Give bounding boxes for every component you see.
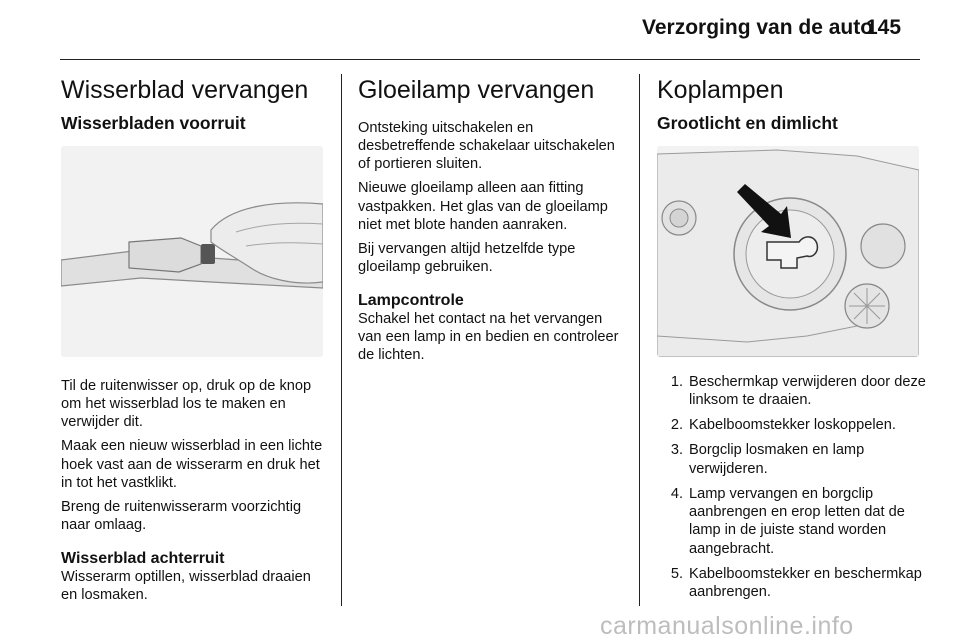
step-number: 3. — [670, 442, 683, 459]
step-text: Kabelboomstekker en beschermkap aanbrengen. — [689, 565, 922, 601]
paragraph: Schakel het contact na het vervangen van een lamp in en bedien en controleer de lichten. — [358, 310, 619, 364]
list-item — [657, 373, 927, 409]
list-item — [657, 441, 927, 477]
paragraph: Maak een nieuw wisserblad in een lichte hoek vast aan de wisserarm en druk het in tot het vastklikt. — [61, 438, 323, 491]
column-bulb — [358, 76, 623, 371]
paragraph: Ontsteking uitschakelen en desbetreffende schakelaar uitschakelen of portieren sluiten. — [358, 119, 615, 173]
step-text: Borgclip losmaken en lamp verwijderen. — [689, 442, 865, 477]
headlamp-rear-illustration — [657, 146, 919, 357]
running-header-title: Verzorging van de auto — [642, 16, 874, 39]
column-wiper — [61, 76, 326, 610]
list-item — [657, 416, 927, 434]
headlamp-figure — [657, 146, 919, 357]
step-number: 2. — [670, 417, 683, 434]
instruction-steps — [657, 373, 927, 602]
paragraph: Til de ruitenwisser op, druk op de knop om het wisserblad los te maken en verwijder dit. — [61, 377, 312, 431]
paragraph: Breng de ruitenwisserarm voorzichtig naar omlaag. — [61, 499, 302, 534]
paragraph: Nieuwe gloeilamp alleen aan fitting vastpakken. Het glas van de gloeilamp niet met blote handen aanraken. — [358, 180, 608, 233]
page-number: 145 — [866, 16, 902, 39]
step-text: Beschermkap verwijderen door deze linksom te draaien. — [689, 373, 926, 408]
paragraph: Wisserarm optillen, wisserblad draaien en losmaken. — [61, 568, 311, 604]
watermark: carmanualsonline.info — [600, 612, 854, 640]
column-divider — [639, 74, 640, 606]
subsection-heading: Grootlicht en dimlicht — [657, 112, 838, 133]
header-rule — [60, 59, 920, 60]
step-text: Kabelboomstekker loskoppelen. — [689, 417, 896, 434]
step-number: 5. — [670, 565, 683, 582]
subsection-heading: Wisserbladen voorruit — [61, 112, 246, 133]
list-item — [657, 485, 927, 558]
list-item — [657, 565, 927, 601]
column-headlamps — [657, 76, 927, 608]
section-heading: Gloeilamp vervangen — [358, 76, 595, 104]
subsection-heading: Wisserblad achterruit — [61, 549, 225, 567]
paragraph: Bij vervangen altijd hetzelfde type gloeilamp gebruiken. — [358, 241, 576, 276]
subsection-heading: Lampcontrole — [358, 291, 464, 309]
step-number: 1. — [670, 373, 683, 390]
section-heading: Wisserblad vervangen — [61, 76, 309, 104]
section-heading: Koplampen — [657, 76, 784, 104]
wiper-blade-illustration — [61, 146, 323, 357]
wiper-figure — [61, 146, 323, 357]
step-number: 4. — [670, 485, 683, 502]
column-divider — [341, 74, 342, 606]
step-text: Lamp vervangen en borgclip aanbrengen en erop letten dat de lamp in de juiste stand worden aangebracht. — [689, 485, 905, 557]
